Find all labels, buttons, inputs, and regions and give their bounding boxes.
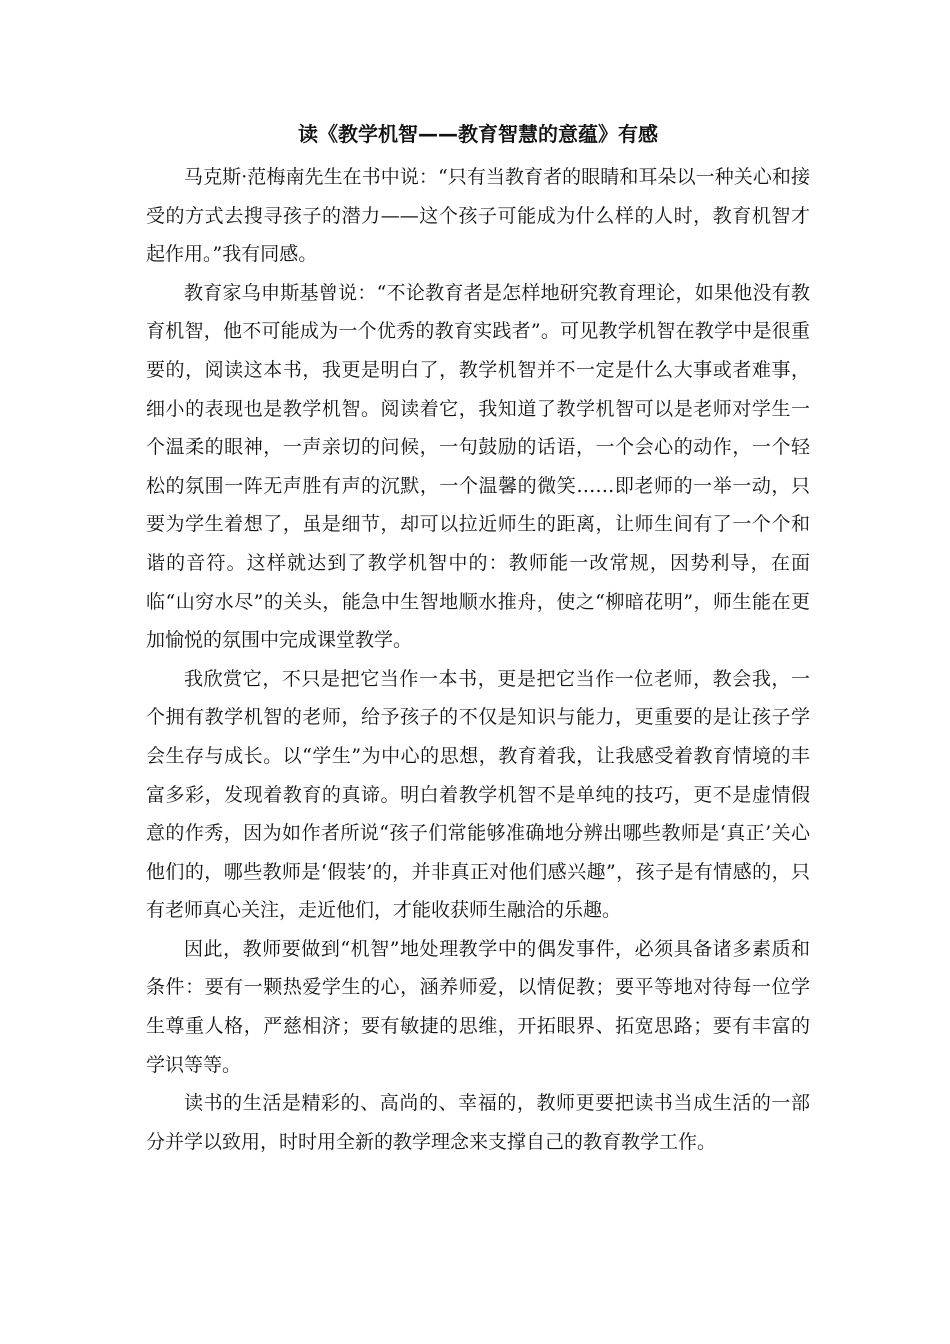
document-title: 读《教学机智——教育智慧的意蕴》有感 <box>298 122 658 146</box>
paragraph-5: 读书的生活是精彩的、高尚的、幸福的，教师更要把读书当成生活的一部分并学以致用，时时用全新的教学理念来支撑自己的教育教学工作。 <box>146 1092 810 1153</box>
paragraph-4: 因此，教师要做到“机智”地处理教学中的偶发事件，必须具备诸多素质和条件：要有一颗热爱学生的心，涵养师爱，以情促教；要平等地对待每一位学生尊重人格，严慈相济；要有敏捷的思维，开拓眼界、拓宽思路；要有丰富的学识等等。 <box>146 937 810 1076</box>
document-page <box>146 120 810 1161</box>
paragraph-1: 马克斯·范梅南先生在书中说：“只有当教育者的眼睛和耳朵以一种关心和接受的方式去搜寻孩子的潜力——这个孩子可能成为什么样的人时，教育机智才起作用。”我有同感。 <box>146 166 810 266</box>
paragraph-3: 我欣赏它，不只是把它当作一本书，更是把它当作一位老师，教会我，一个拥有教学机智的老师，给予孩子的不仅是知识与能力，更重要的是让孩子学会生存与成长。以“学生”为中心的思想，教育着我，让我感受着教育情境的丰富多彩，发现着教育的真谛。明白着教学机智不是单纯的技巧，更不是虚情假意的作秀，因为如作者所说“孩子们常能够准确地分辨出哪些教师是‘真正’关心他们的，哪些教师是‘假装’的，并非真正对他们感兴趣”，孩子是有情感的，只有老师真心关注，走近他们，才能收获师生融洽的乐趣。 <box>146 667 810 922</box>
paragraph-2: 教育家乌申斯基曾说：“不论教育者是怎样地研究教育理论，如果他没有教育机智，他不可能成为一个优秀的教育实践者”。可见教学机智在教学中是很重要的，阅读这本书，我更是明白了，教学机智并不一定是什么大事或者难事，细小的表现也是教学机智。阅读着它，我知道了教学机智可以是老师对学生一个温柔的眼神，一声亲切的问候，一句鼓励的话语，一个会心的动作，一个轻松的氛围一阵无声胜有声的沉默，一个温馨的微笑……即老师的一举一动，只要为学生着想了，虽是细节，却可以拉近师生的距离，让师生间有了一个个和谐的音符。这样就达到了教学机智中的：教师能一改常规，因势利导，在面临“山穷水尽”的关头，能急中生智地顺水推舟，使之“柳暗花明”，师生能在更加愉悦的氛围中完成课堂教学。 <box>146 281 810 652</box>
